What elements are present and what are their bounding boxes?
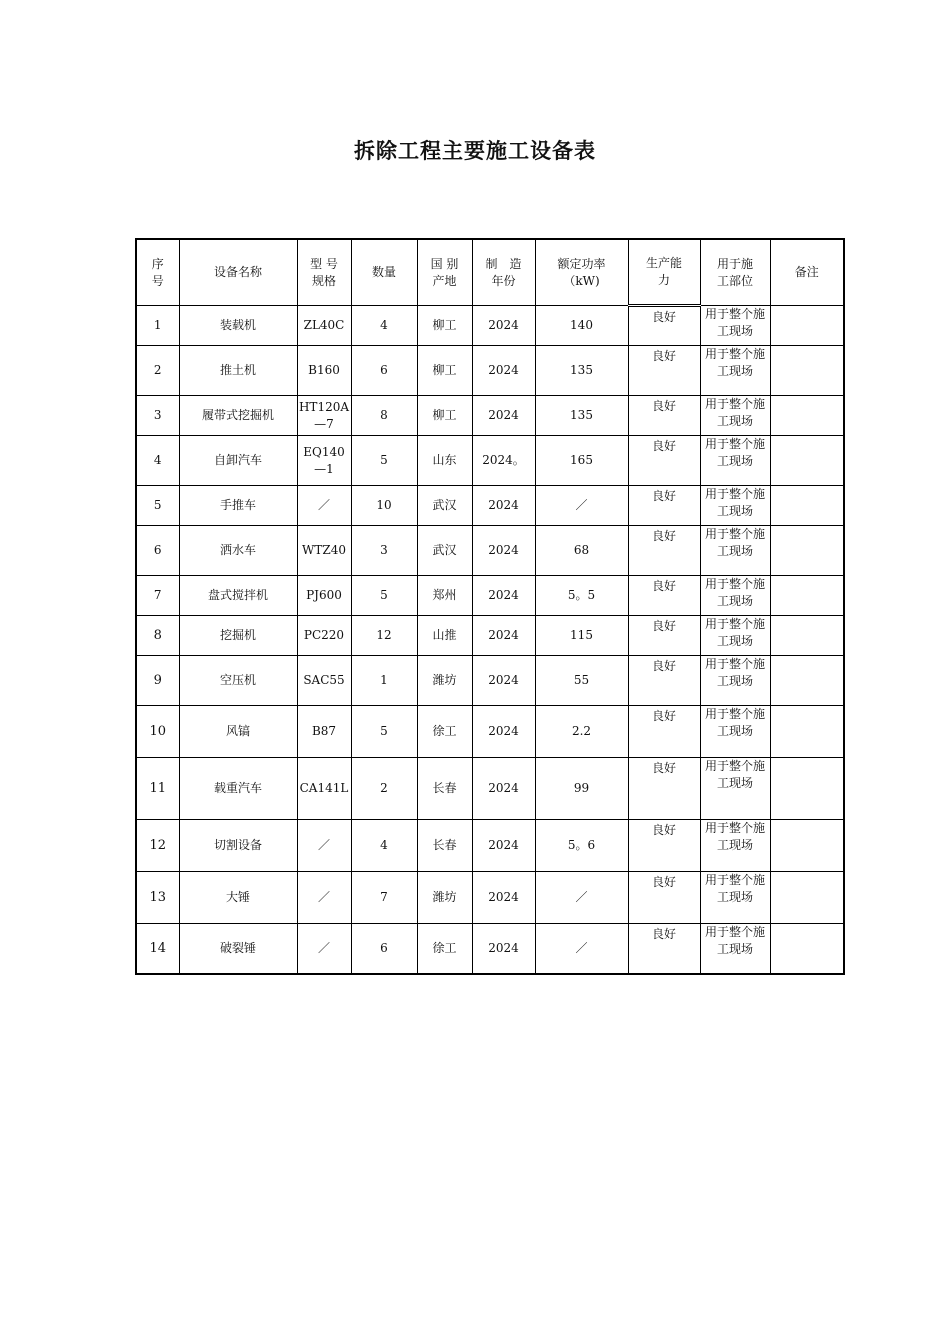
cell-origin: 长春: [417, 758, 472, 820]
header-spec: 型 号 规格: [297, 239, 351, 306]
cell-year: 2024: [472, 758, 535, 820]
cell-note: [770, 706, 844, 758]
header-use: 用于施 工部位: [700, 239, 770, 306]
cell-year: 2024: [472, 706, 535, 758]
cell-no: 9: [136, 656, 179, 706]
cell-note: [770, 872, 844, 924]
table-row: [136, 616, 844, 656]
cell-power: ／: [535, 872, 628, 924]
cell-qty: 5: [351, 706, 417, 758]
table-row: [136, 526, 844, 576]
cell-note: [770, 616, 844, 656]
cell-spec: ／: [297, 924, 351, 974]
cell-power: 68: [535, 526, 628, 576]
table-row: [136, 346, 844, 396]
cell-capacity: 良好: [628, 616, 700, 656]
cell-spec: PJ600: [297, 576, 351, 616]
cell-note: [770, 924, 844, 974]
cell-note: [770, 820, 844, 872]
header-name: 设备名称: [179, 239, 297, 306]
cell-note: [770, 306, 844, 346]
cell-power: 165: [535, 436, 628, 486]
cell-year: 2024。: [472, 436, 535, 486]
cell-year: 2024: [472, 872, 535, 924]
cell-name: 装载机: [179, 306, 297, 346]
cell-year: 2024: [472, 346, 535, 396]
cell-year: 2024: [472, 820, 535, 872]
cell-capacity: 良好: [628, 576, 700, 616]
cell-spec: SAC55: [297, 656, 351, 706]
cell-name: 手推车: [179, 486, 297, 526]
cell-qty: 1: [351, 656, 417, 706]
cell-qty: 4: [351, 820, 417, 872]
cell-name: 履带式挖掘机: [179, 396, 297, 436]
cell-use: 用于整个施工现场: [700, 924, 770, 974]
table-header-row: [136, 239, 844, 306]
cell-name: 洒水车: [179, 526, 297, 576]
cell-qty: 5: [351, 436, 417, 486]
table-row: [136, 924, 844, 974]
cell-capacity: 良好: [628, 924, 700, 974]
cell-spec: B87: [297, 706, 351, 758]
cell-qty: 6: [351, 924, 417, 974]
cell-origin: 徐工: [417, 924, 472, 974]
cell-year: 2024: [472, 656, 535, 706]
cell-origin: 柳工: [417, 306, 472, 346]
cell-use: 用于整个施工现场: [700, 526, 770, 576]
cell-origin: 徐工: [417, 706, 472, 758]
table-row: [136, 872, 844, 924]
header-year: 制 造 年份: [472, 239, 535, 306]
header-no: 序 号: [136, 239, 179, 306]
cell-use: 用于整个施工现场: [700, 656, 770, 706]
cell-note: [770, 576, 844, 616]
cell-name: 自卸汽车: [179, 436, 297, 486]
cell-qty: 7: [351, 872, 417, 924]
cell-origin: 长春: [417, 820, 472, 872]
cell-power: 2.2: [535, 706, 628, 758]
cell-no: 2: [136, 346, 179, 396]
cell-qty: 4: [351, 306, 417, 346]
cell-use: 用于整个施工现场: [700, 706, 770, 758]
cell-note: [770, 436, 844, 486]
cell-no: 12: [136, 820, 179, 872]
cell-spec: WTZ40: [297, 526, 351, 576]
cell-year: 2024: [472, 486, 535, 526]
cell-capacity: 良好: [628, 872, 700, 924]
header-qty: 数量: [351, 239, 417, 306]
header-origin: 国 别 产地: [417, 239, 472, 306]
cell-use: 用于整个施工现场: [700, 758, 770, 820]
cell-no: 3: [136, 396, 179, 436]
cell-use: 用于整个施工现场: [700, 306, 770, 346]
cell-use: 用于整个施工现场: [700, 436, 770, 486]
cell-year: 2024: [472, 526, 535, 576]
cell-name: 大锤: [179, 872, 297, 924]
cell-power: 99: [535, 758, 628, 820]
table-row: [136, 758, 844, 820]
cell-no: 11: [136, 758, 179, 820]
cell-capacity: 良好: [628, 436, 700, 486]
cell-no: 8: [136, 616, 179, 656]
cell-power: 135: [535, 346, 628, 396]
cell-note: [770, 656, 844, 706]
cell-note: [770, 486, 844, 526]
cell-power: 135: [535, 396, 628, 436]
cell-name: 盘式搅拌机: [179, 576, 297, 616]
cell-use: 用于整个施工现场: [700, 872, 770, 924]
cell-year: 2024: [472, 306, 535, 346]
cell-year: 2024: [472, 924, 535, 974]
table-row: [136, 436, 844, 486]
cell-origin: 山推: [417, 616, 472, 656]
cell-qty: 6: [351, 346, 417, 396]
cell-origin: 潍坊: [417, 656, 472, 706]
cell-origin: 柳工: [417, 396, 472, 436]
cell-qty: 12: [351, 616, 417, 656]
cell-origin: 柳工: [417, 346, 472, 396]
header-power: 额定功率 （kW): [535, 239, 628, 306]
cell-no: 4: [136, 436, 179, 486]
cell-name: 挖掘机: [179, 616, 297, 656]
cell-name: 空压机: [179, 656, 297, 706]
page-title: 拆除工程主要施工设备表: [354, 139, 596, 163]
cell-note: [770, 526, 844, 576]
cell-capacity: 良好: [628, 706, 700, 758]
cell-name: 破裂锤: [179, 924, 297, 974]
cell-capacity: 良好: [628, 820, 700, 872]
cell-spec: ／: [297, 820, 351, 872]
cell-year: 2024: [472, 396, 535, 436]
table-row: [136, 486, 844, 526]
table-row: [136, 656, 844, 706]
cell-power: 115: [535, 616, 628, 656]
cell-capacity: 良好: [628, 396, 700, 436]
header-note: 备注: [770, 239, 844, 306]
cell-qty: 10: [351, 486, 417, 526]
cell-year: 2024: [472, 576, 535, 616]
cell-no: 14: [136, 924, 179, 974]
cell-no: 10: [136, 706, 179, 758]
equipment-table: [135, 238, 845, 975]
cell-spec: PC220: [297, 616, 351, 656]
cell-use: 用于整个施工现场: [700, 616, 770, 656]
cell-origin: 山东: [417, 436, 472, 486]
cell-use: 用于整个施工现场: [700, 820, 770, 872]
cell-note: [770, 346, 844, 396]
cell-spec: EQ140—1: [297, 436, 351, 486]
cell-capacity: 良好: [628, 526, 700, 576]
table-row: [136, 820, 844, 872]
cell-qty: 2: [351, 758, 417, 820]
cell-year: 2024: [472, 616, 535, 656]
table-row: [136, 706, 844, 758]
cell-power: 55: [535, 656, 628, 706]
cell-name: 切割设备: [179, 820, 297, 872]
cell-use: 用于整个施工现场: [700, 486, 770, 526]
cell-name: 推土机: [179, 346, 297, 396]
cell-capacity: 良好: [628, 306, 700, 346]
cell-spec: CA141L: [297, 758, 351, 820]
cell-spec: ／: [297, 872, 351, 924]
cell-no: 7: [136, 576, 179, 616]
cell-capacity: 良好: [628, 656, 700, 706]
cell-name: 载重汽车: [179, 758, 297, 820]
table-row: [136, 396, 844, 436]
cell-spec: ZL40C: [297, 306, 351, 346]
cell-use: 用于整个施工现场: [700, 396, 770, 436]
cell-no: 1: [136, 306, 179, 346]
cell-use: 用于整个施工现场: [700, 346, 770, 396]
cell-origin: 郑州: [417, 576, 472, 616]
cell-capacity: 良好: [628, 486, 700, 526]
cell-use: 用于整个施工现场: [700, 576, 770, 616]
cell-note: [770, 758, 844, 820]
cell-qty: 5: [351, 576, 417, 616]
cell-origin: 武汉: [417, 486, 472, 526]
table-row: [136, 576, 844, 616]
cell-capacity: 良好: [628, 346, 700, 396]
cell-power: 140: [535, 306, 628, 346]
table-row: [136, 306, 844, 346]
cell-qty: 8: [351, 396, 417, 436]
cell-power: 5。6: [535, 820, 628, 872]
cell-spec: B160: [297, 346, 351, 396]
cell-spec: HT120A—7: [297, 396, 351, 436]
cell-power: ／: [535, 486, 628, 526]
cell-power: ／: [535, 924, 628, 974]
cell-name: 风镐: [179, 706, 297, 758]
cell-qty: 3: [351, 526, 417, 576]
cell-power: 5。5: [535, 576, 628, 616]
cell-origin: 潍坊: [417, 872, 472, 924]
cell-no: 13: [136, 872, 179, 924]
cell-no: 6: [136, 526, 179, 576]
cell-spec: ／: [297, 486, 351, 526]
cell-note: [770, 396, 844, 436]
cell-origin: 武汉: [417, 526, 472, 576]
header-capacity: 生产能 力: [628, 239, 700, 306]
cell-capacity: 良好: [628, 758, 700, 820]
cell-no: 5: [136, 486, 179, 526]
